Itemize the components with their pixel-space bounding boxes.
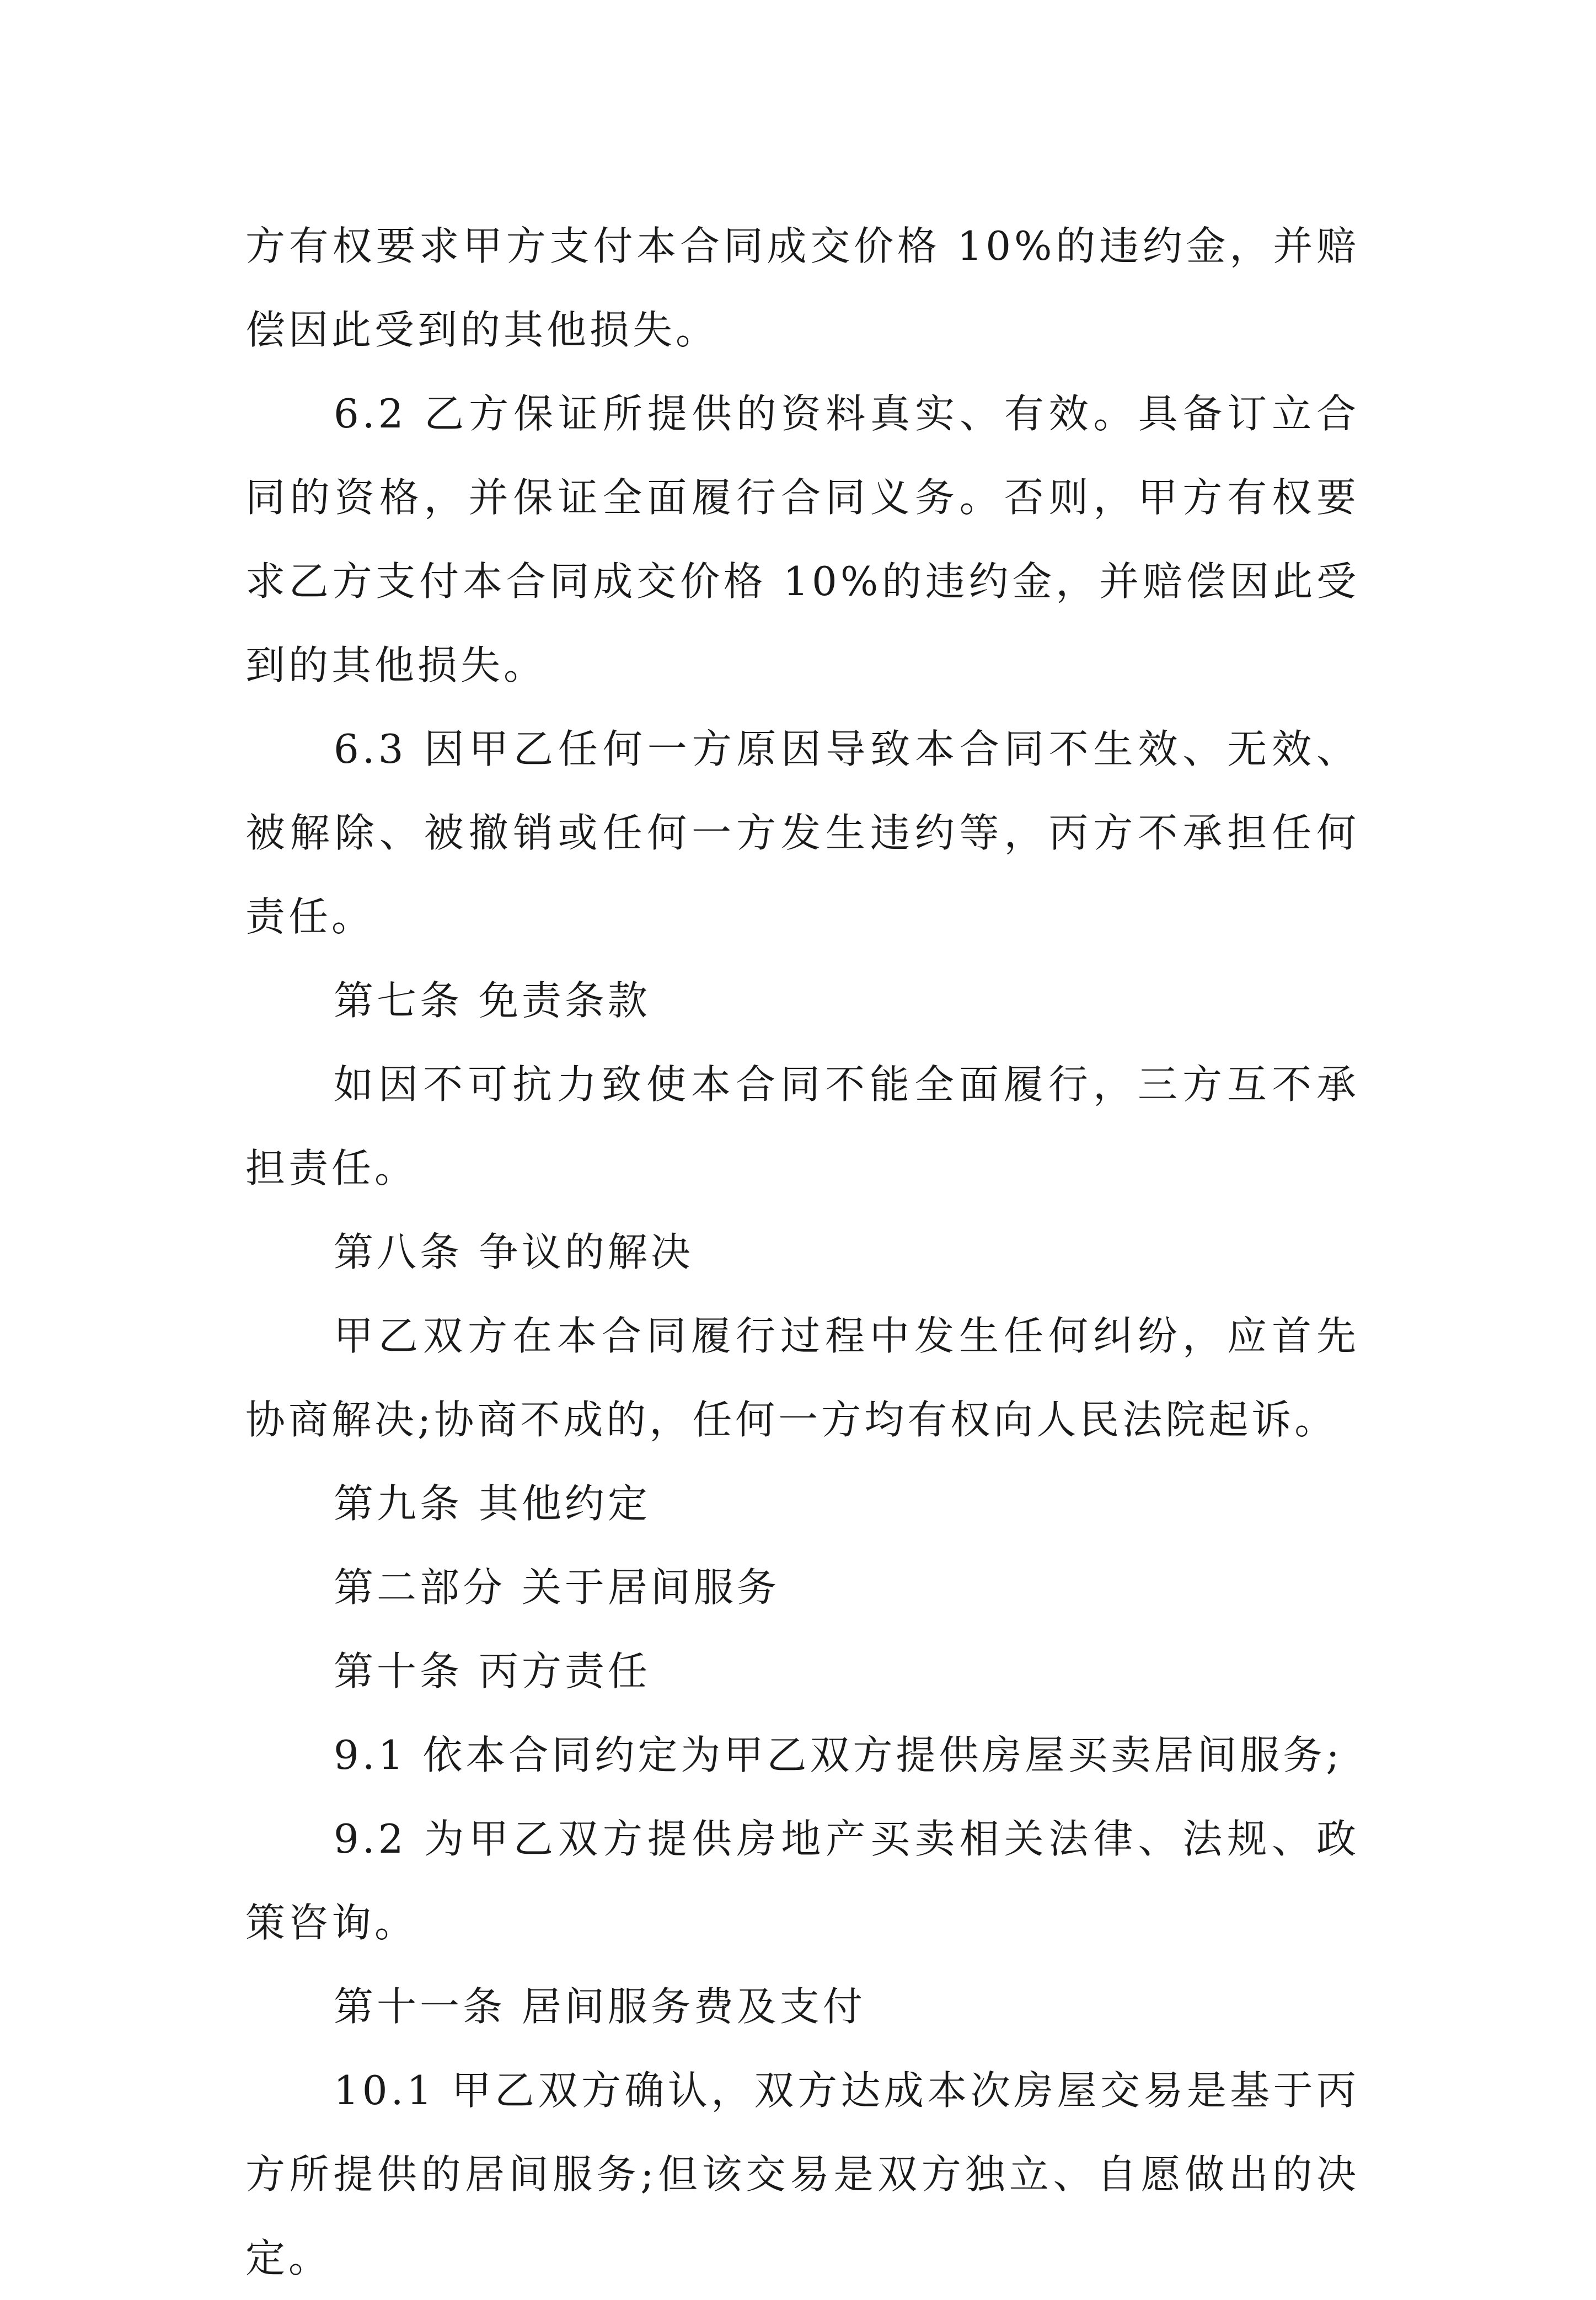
heading-article-8: 第八条 争议的解决 [334, 1229, 694, 1275]
paragraph-clause-6-3: 6.3 因甲乙任何一方原因导致本合同不生效、无效、被解除、被撤销或任何一方发生违约等，丙方不承担任何责任。 [245, 726, 1359, 940]
paragraph-penalty-continued: 方有权要求甲方支付本合同成交价格 10%的违约金，并赔偿因此受到的其他损失。 [245, 223, 1359, 353]
paragraph-clause-9-1: 9.1 依本合同约定为甲乙双方提供房屋买卖居间服务; [334, 1732, 1343, 1778]
paragraph-dispute-resolution: 甲乙双方在本合同履行过程中发生任何纠纷，应首先协商解决;协商不成的，任何一方均有权向人民法院起诉。 [245, 1313, 1359, 1443]
paragraph-force-majeure: 如因不可抗力致使本合同不能全面履行，三方互不承担责任。 [245, 1061, 1359, 1191]
heading-article-7: 第七条 免责条款 [334, 977, 651, 1024]
heading-article-9: 第九条 其他约定 [334, 1480, 651, 1527]
document-body [245, 204, 1359, 2300]
paragraph-clause-10-1: 10.1 甲乙双方确认，双方达成本次房屋交易是基于丙方所提供的居间服务;但该交易是双方独立、自愿做出的决定。 [245, 2067, 1359, 2281]
paragraph-clause-6-2: 6.2 乙方保证所提供的资料真实、有效。具备订立合同的资格，并保证全面履行合同义务。否则，甲方有权要求乙方支付本合同成交价格 10%的违约金，并赔偿因此受到的其他损失。 [245, 391, 1359, 688]
heading-article-10: 第十条 丙方责任 [334, 1648, 651, 1694]
heading-part-2: 第二部分 关于居间服务 [334, 1564, 780, 1611]
heading-article-11: 第十一条 居间服务费及支付 [334, 1983, 866, 2030]
paragraph-clause-9-2: 9.2 为甲乙双方提供房地产买卖相关法律、法规、政策咨询。 [245, 1816, 1359, 1946]
